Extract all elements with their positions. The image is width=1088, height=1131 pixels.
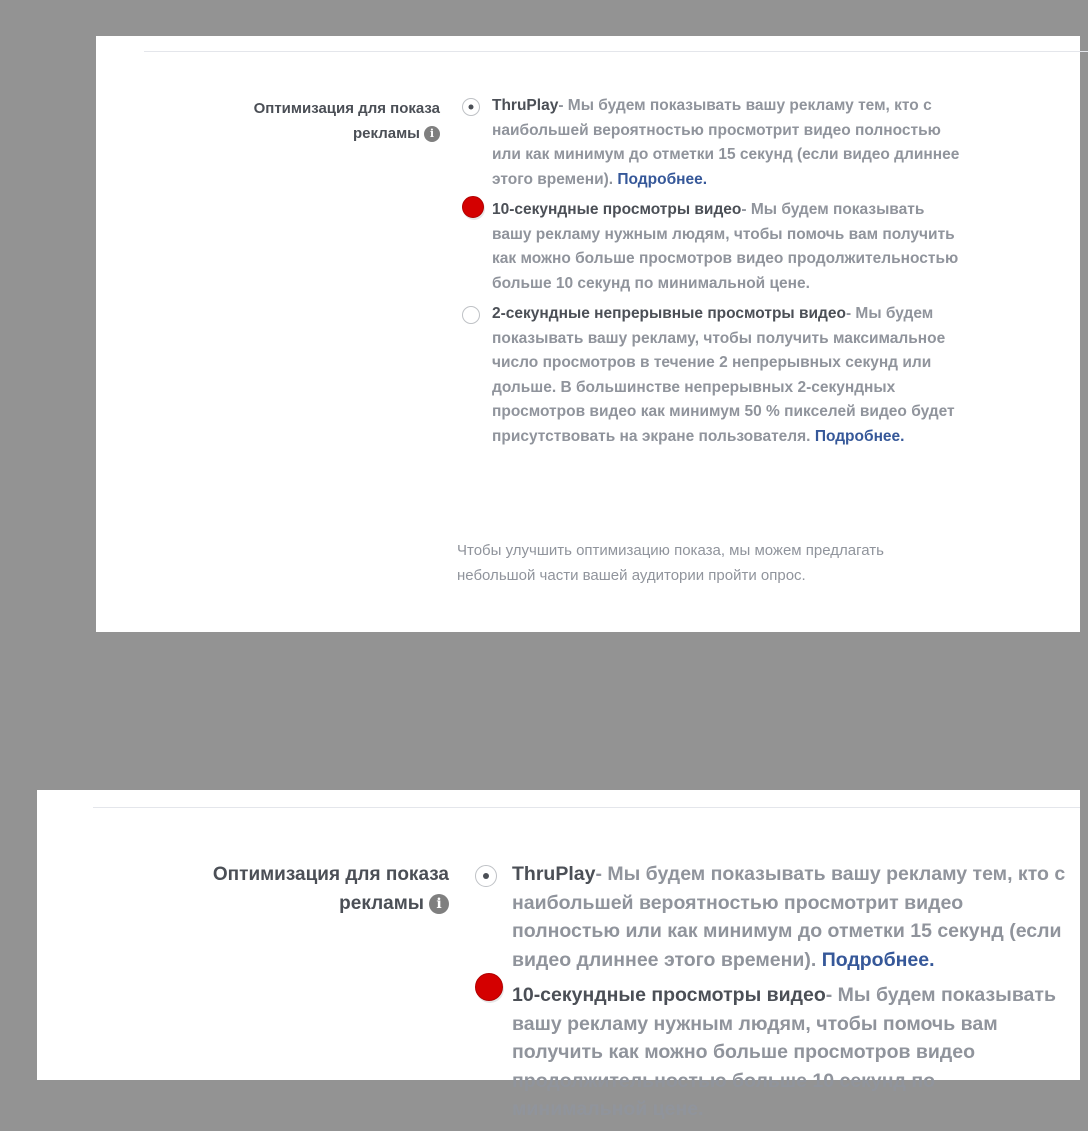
option-title: 2-секундные непрерывные просмотры видео [492,305,846,322]
ad-settings-panel [96,36,1080,632]
option-thruplay[interactable] [462,94,962,192]
option-title: 10-секундные просмотры видео [512,984,826,1006]
radio-2-second-views[interactable] [462,306,480,324]
radio-10-second-views[interactable] [475,973,503,1001]
option-thruplay[interactable] [475,860,1075,974]
section-divider [144,51,1088,52]
optimization-label-line2: рекламы [353,125,420,142]
option-title: ThruPlay [492,97,559,114]
option-title: 10-секундные просмотры видео [492,201,742,218]
option-description: - Мы будем показывать вашу рекламу нужным людям, чтобы помочь вам получить как можно больше просмотров видео продолжительностью больше 10 секунд по минимальной цене. [492,201,959,292]
learn-more-link[interactable]: Подробнее. [821,948,935,971]
optimization-label [155,860,449,918]
radio-thruplay[interactable] [475,865,497,887]
radio-10-second-views[interactable] [462,196,484,218]
option-description: - Мы будем показывать вашу рекламу тем, кто с наибольшей вероятностью просмотрит видео полностью или как минимум до отметки 15 секунд (если видео длиннее этого времени). [492,97,960,188]
section-divider [93,807,1080,808]
option-2-second-views[interactable] [462,302,962,449]
optimization-options [475,860,1075,1131]
learn-more-link[interactable]: Подробнее. [617,170,708,188]
option-description: - Мы будем показывать вашу рекламу, чтобы получить максимальное число просмотров в течение 2 непрерывных секунд или дольше. В большинстве непрерывных 2-секундных просмотров видео как минимум 50 % пикселей видео будет присутствовать на экране пользователя. [492,305,955,445]
option-10-second-views[interactable] [462,198,962,296]
radio-thruplay[interactable] [462,98,480,116]
option-description: - Мы будем показывать вашу рекламу тем, кто с наибольшей вероятностью просмотрит видео полностью или как минимум до отметки 15 секунд (если видео длиннее этого времени). [512,863,1066,971]
info-icon[interactable]: i [429,894,449,914]
option-description: - Мы будем показывать вашу рекламу нужным людям, чтобы помочь вам получить как можно больше просмотров видео продолжительностью больше 10 секунд по минимальной цене. [512,984,1056,1120]
optimization-options [462,94,962,455]
ad-settings-panel-zoomed [37,790,1080,1120]
info-icon[interactable]: i [424,126,440,142]
option-10-second-views[interactable] [475,981,1075,1124]
learn-more-link[interactable]: Подробнее. [814,427,905,445]
option-title: ThruPlay [512,863,596,885]
optimization-label-line1: Оптимизация для показа [253,100,440,117]
optimization-label-line2: рекламы [339,893,424,914]
optimization-label [196,96,440,146]
optimization-label-line1: Оптимизация для показа [212,864,449,885]
survey-note: Чтобы улучшить оптимизацию показа, мы можем предлагать небольшой части вашей аудитории пройти опрос. [457,542,884,584]
